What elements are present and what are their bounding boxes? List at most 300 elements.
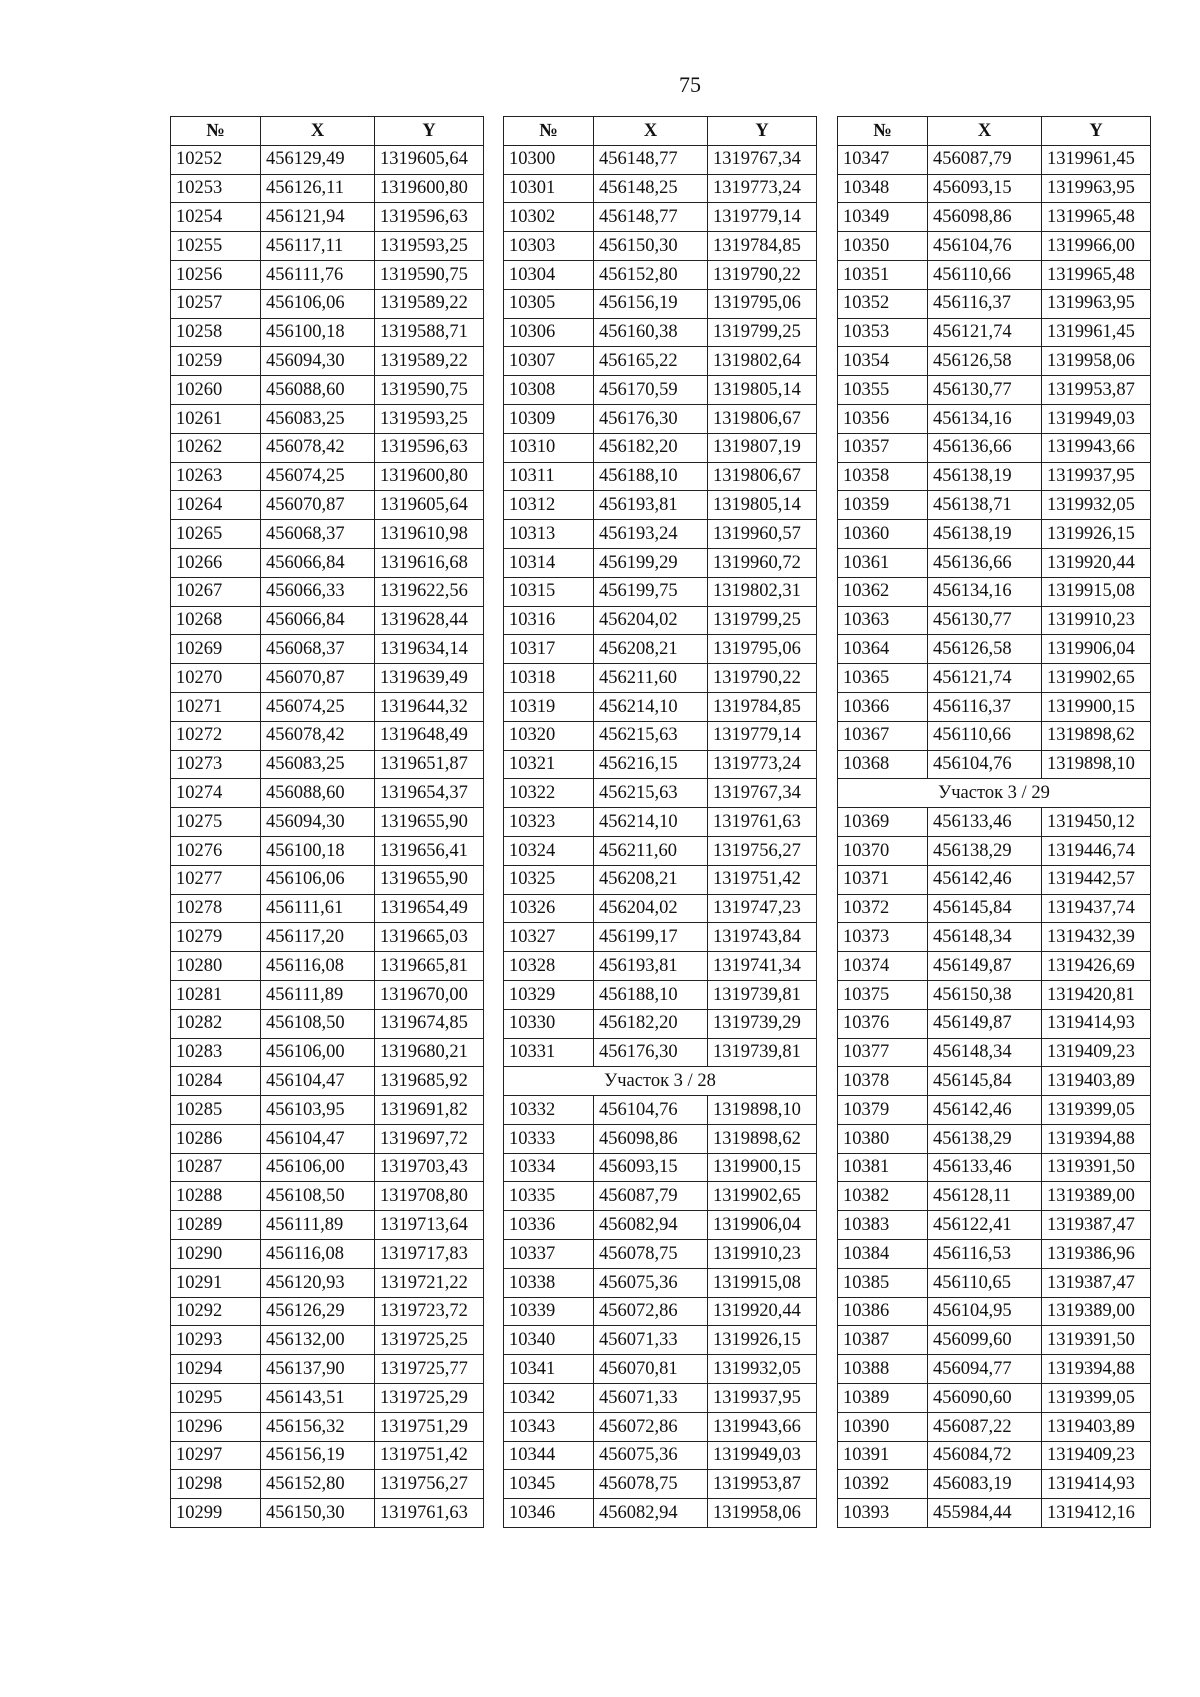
point-number-cell: 10386 [838,1297,928,1326]
header-y: Y [708,117,817,146]
x-coordinate-cell: 455984,44 [928,1499,1042,1528]
table-row [171,260,484,289]
table-row [838,606,1151,635]
table-row [171,836,484,865]
y-coordinate-cell: 1319963,95 [1042,289,1151,318]
y-coordinate-cell: 1319593,25 [375,404,484,433]
x-coordinate-cell: 456138,71 [928,491,1042,520]
point-number-cell: 10377 [838,1038,928,1067]
x-coordinate-cell: 456148,77 [594,145,708,174]
point-number-cell: 10259 [171,347,261,376]
x-coordinate-cell: 456117,11 [261,232,375,261]
x-coordinate-cell: 456121,74 [928,664,1042,693]
y-coordinate-cell: 1319674,85 [375,1009,484,1038]
point-number-cell: 10389 [838,1384,928,1413]
y-coordinate-cell: 1319943,66 [708,1412,817,1441]
table-row [838,260,1151,289]
y-coordinate-cell: 1319723,72 [375,1297,484,1326]
x-coordinate-cell: 456104,95 [928,1297,1042,1326]
x-coordinate-cell: 456094,30 [261,347,375,376]
table-row [838,404,1151,433]
point-number-cell: 10275 [171,808,261,837]
y-coordinate-cell: 1319900,15 [708,1153,817,1182]
y-coordinate-cell: 1319926,15 [708,1326,817,1355]
point-number-cell: 10340 [504,1326,594,1355]
table-row [504,606,817,635]
y-coordinate-cell: 1319389,00 [1042,1182,1151,1211]
x-coordinate-cell: 456152,80 [261,1470,375,1499]
y-coordinate-cell: 1319898,62 [708,1124,817,1153]
table-row [504,923,817,952]
point-number-cell: 10285 [171,1096,261,1125]
x-coordinate-cell: 456165,22 [594,347,708,376]
y-coordinate-cell: 1319654,49 [375,894,484,923]
header-number: № [504,117,594,146]
point-number-cell: 10345 [504,1470,594,1499]
table-row [171,1240,484,1269]
y-coordinate-cell: 1319600,80 [375,174,484,203]
table-row [171,692,484,721]
point-number-cell: 10313 [504,520,594,549]
y-coordinate-cell: 1319639,49 [375,664,484,693]
x-coordinate-cell: 456138,29 [928,836,1042,865]
y-coordinate-cell: 1319805,14 [708,491,817,520]
table-row [838,548,1151,577]
table-row [171,1441,484,1470]
x-coordinate-cell: 456104,47 [261,1124,375,1153]
table-row [838,376,1151,405]
x-coordinate-cell: 456066,33 [261,577,375,606]
y-coordinate-cell: 1319610,98 [375,520,484,549]
table-row [171,1124,484,1153]
x-coordinate-cell: 456106,06 [261,865,375,894]
table-row [171,1355,484,1384]
table-row [171,779,484,808]
point-number-cell: 10390 [838,1412,928,1441]
point-number-cell: 10368 [838,750,928,779]
point-number-cell: 10310 [504,433,594,462]
y-coordinate-cell: 1319751,29 [375,1412,484,1441]
table-row [504,952,817,981]
point-number-cell: 10325 [504,865,594,894]
table-row [838,347,1151,376]
x-coordinate-cell: 456126,29 [261,1297,375,1326]
point-number-cell: 10306 [504,318,594,347]
y-coordinate-cell: 1319387,47 [1042,1268,1151,1297]
x-coordinate-cell: 456136,66 [928,433,1042,462]
y-coordinate-cell: 1319403,89 [1042,1412,1151,1441]
point-number-cell: 10307 [504,347,594,376]
x-coordinate-cell: 456100,18 [261,318,375,347]
coordinates-table-1 [170,116,484,1528]
x-coordinate-cell: 456110,66 [928,721,1042,750]
table-row [838,1326,1151,1355]
table-row [838,1441,1151,1470]
point-number-cell: 10317 [504,635,594,664]
x-coordinate-cell: 456176,30 [594,1038,708,1067]
y-coordinate-cell: 1319589,22 [375,289,484,318]
x-coordinate-cell: 456136,66 [928,548,1042,577]
point-number-cell: 10347 [838,145,928,174]
x-coordinate-cell: 456094,30 [261,808,375,837]
table-row [171,952,484,981]
table-row [171,174,484,203]
x-coordinate-cell: 456133,46 [928,808,1042,837]
table-row [171,347,484,376]
y-coordinate-cell: 1319596,63 [375,433,484,462]
x-coordinate-cell: 456199,17 [594,923,708,952]
table-row [504,260,817,289]
point-number-cell: 10323 [504,808,594,837]
point-number-cell: 10280 [171,952,261,981]
x-coordinate-cell: 456082,94 [594,1211,708,1240]
point-number-cell: 10252 [171,145,261,174]
y-coordinate-cell: 1319966,00 [1042,232,1151,261]
y-coordinate-cell: 1319910,23 [708,1240,817,1269]
x-coordinate-cell: 456188,10 [594,462,708,491]
point-number-cell: 10356 [838,404,928,433]
y-coordinate-cell: 1319420,81 [1042,980,1151,1009]
point-number-cell: 10338 [504,1268,594,1297]
point-number-cell: 10254 [171,203,261,232]
point-number-cell: 10264 [171,491,261,520]
x-coordinate-cell: 456126,58 [928,347,1042,376]
table-row [504,1297,817,1326]
x-coordinate-cell: 456143,51 [261,1384,375,1413]
point-number-cell: 10316 [504,606,594,635]
y-coordinate-cell: 1319805,14 [708,376,817,405]
header-y: Y [375,117,484,146]
table-row [504,1355,817,1384]
point-number-cell: 10272 [171,721,261,750]
x-coordinate-cell: 456106,06 [261,289,375,318]
point-number-cell: 10293 [171,1326,261,1355]
point-number-cell: 10286 [171,1124,261,1153]
y-coordinate-cell: 1319725,25 [375,1326,484,1355]
y-coordinate-cell: 1319906,04 [1042,635,1151,664]
table-row [504,1384,817,1413]
point-number-cell: 10327 [504,923,594,952]
table-header-row [838,117,1151,146]
y-coordinate-cell: 1319414,93 [1042,1470,1151,1499]
table-row [504,635,817,664]
point-number-cell: 10284 [171,1067,261,1096]
table-row [504,1441,817,1470]
x-coordinate-cell: 456087,22 [928,1412,1042,1441]
point-number-cell: 10283 [171,1038,261,1067]
point-number-cell: 10391 [838,1441,928,1470]
x-coordinate-cell: 456150,30 [261,1499,375,1528]
x-coordinate-cell: 456083,25 [261,404,375,433]
point-number-cell: 10336 [504,1211,594,1240]
x-coordinate-cell: 456087,79 [928,145,1042,174]
y-coordinate-cell: 1319779,14 [708,203,817,232]
x-coordinate-cell: 456216,15 [594,750,708,779]
table-row [838,1384,1151,1413]
y-coordinate-cell: 1319387,47 [1042,1211,1151,1240]
table-row [171,404,484,433]
header-number: № [171,117,261,146]
point-number-cell: 10355 [838,376,928,405]
table-row [171,865,484,894]
x-coordinate-cell: 456078,75 [594,1470,708,1499]
x-coordinate-cell: 456142,46 [928,1096,1042,1125]
point-number-cell: 10352 [838,289,928,318]
table-row [838,1067,1151,1096]
x-coordinate-cell: 456120,93 [261,1268,375,1297]
table-row [838,1038,1151,1067]
point-number-cell: 10281 [171,980,261,1009]
y-coordinate-cell: 1319665,81 [375,952,484,981]
table-row [504,692,817,721]
x-coordinate-cell: 456075,36 [594,1268,708,1297]
y-coordinate-cell: 1319790,22 [708,260,817,289]
x-coordinate-cell: 456098,86 [928,203,1042,232]
y-coordinate-cell: 1319685,92 [375,1067,484,1096]
y-coordinate-cell: 1319756,27 [375,1470,484,1499]
table-row [838,1182,1151,1211]
point-number-cell: 10375 [838,980,928,1009]
table-row [171,548,484,577]
y-coordinate-cell: 1319394,88 [1042,1355,1151,1384]
y-coordinate-cell: 1319773,24 [708,174,817,203]
point-number-cell: 10263 [171,462,261,491]
table-row [171,577,484,606]
x-coordinate-cell: 456149,87 [928,1009,1042,1038]
point-number-cell: 10301 [504,174,594,203]
x-coordinate-cell: 456138,19 [928,520,1042,549]
y-coordinate-cell: 1319739,29 [708,1009,817,1038]
y-coordinate-cell: 1319386,96 [1042,1240,1151,1269]
point-number-cell: 10269 [171,635,261,664]
point-number-cell: 10339 [504,1297,594,1326]
x-coordinate-cell: 456083,19 [928,1470,1042,1499]
x-coordinate-cell: 456148,25 [594,174,708,203]
x-coordinate-cell: 456100,18 [261,836,375,865]
x-coordinate-cell: 456104,47 [261,1067,375,1096]
x-coordinate-cell: 456111,89 [261,980,375,1009]
x-coordinate-cell: 456084,72 [928,1441,1042,1470]
table-row [838,750,1151,779]
x-coordinate-cell: 456071,33 [594,1384,708,1413]
y-coordinate-cell: 1319713,64 [375,1211,484,1240]
point-number-cell: 10267 [171,577,261,606]
point-number-cell: 10350 [838,232,928,261]
table-row [171,1038,484,1067]
table-row [504,808,817,837]
x-coordinate-cell: 456068,37 [261,520,375,549]
point-number-cell: 10378 [838,1067,928,1096]
table-row [171,1268,484,1297]
x-coordinate-cell: 456083,25 [261,750,375,779]
y-coordinate-cell: 1319721,22 [375,1268,484,1297]
y-coordinate-cell: 1319779,14 [708,721,817,750]
point-number-cell: 10253 [171,174,261,203]
table-row [504,520,817,549]
point-number-cell: 10312 [504,491,594,520]
table-row [171,980,484,1009]
point-number-cell: 10376 [838,1009,928,1038]
x-coordinate-cell: 456204,02 [594,894,708,923]
x-coordinate-cell: 456211,60 [594,664,708,693]
y-coordinate-cell: 1319756,27 [708,836,817,865]
point-number-cell: 10354 [838,347,928,376]
y-coordinate-cell: 1319898,62 [1042,721,1151,750]
x-coordinate-cell: 456087,79 [594,1182,708,1211]
x-coordinate-cell: 456078,42 [261,433,375,462]
point-number-cell: 10358 [838,462,928,491]
y-coordinate-cell: 1319446,74 [1042,836,1151,865]
x-coordinate-cell: 456150,38 [928,980,1042,1009]
y-coordinate-cell: 1319437,74 [1042,894,1151,923]
y-coordinate-cell: 1319751,42 [375,1441,484,1470]
x-coordinate-cell: 456106,00 [261,1153,375,1182]
y-coordinate-cell: 1319795,06 [708,289,817,318]
y-coordinate-cell: 1319799,25 [708,318,817,347]
point-number-cell: 10291 [171,1268,261,1297]
table-row [171,635,484,664]
table-row [504,865,817,894]
point-number-cell: 10331 [504,1038,594,1067]
x-coordinate-cell: 456070,81 [594,1355,708,1384]
y-coordinate-cell: 1319391,50 [1042,1326,1151,1355]
table-row [838,1124,1151,1153]
header-x: X [594,117,708,146]
table-row [171,433,484,462]
table-row [504,433,817,462]
point-number-cell: 10370 [838,836,928,865]
x-coordinate-cell: 456148,34 [928,1038,1042,1067]
page-number: 75 [679,72,701,97]
y-coordinate-cell: 1319403,89 [1042,1067,1151,1096]
x-coordinate-cell: 456108,50 [261,1182,375,1211]
y-coordinate-cell: 1319906,04 [708,1211,817,1240]
x-coordinate-cell: 456108,50 [261,1009,375,1038]
y-coordinate-cell: 1319965,48 [1042,260,1151,289]
point-number-cell: 10361 [838,548,928,577]
x-coordinate-cell: 456182,20 [594,433,708,462]
x-coordinate-cell: 456170,59 [594,376,708,405]
table-row [171,1326,484,1355]
table-row [504,1470,817,1499]
table-row [171,808,484,837]
y-coordinate-cell: 1319414,93 [1042,1009,1151,1038]
table-row [504,376,817,405]
point-number-cell: 10255 [171,232,261,261]
table-row [838,145,1151,174]
y-coordinate-cell: 1319741,34 [708,952,817,981]
point-number-cell: 10309 [504,404,594,433]
point-number-cell: 10335 [504,1182,594,1211]
y-coordinate-cell: 1319960,57 [708,520,817,549]
point-number-cell: 10305 [504,289,594,318]
x-coordinate-cell: 456074,25 [261,692,375,721]
x-coordinate-cell: 456098,86 [594,1124,708,1153]
point-number-cell: 10278 [171,894,261,923]
point-number-cell: 10357 [838,433,928,462]
point-number-cell: 10294 [171,1355,261,1384]
y-coordinate-cell: 1319680,21 [375,1038,484,1067]
table-row [171,923,484,952]
point-number-cell: 10290 [171,1240,261,1269]
x-coordinate-cell: 456071,33 [594,1326,708,1355]
point-number-cell: 10363 [838,606,928,635]
y-coordinate-cell: 1319616,68 [375,548,484,577]
table-row [171,1211,484,1240]
x-coordinate-cell: 456111,61 [261,894,375,923]
section-row [504,1067,817,1096]
point-number-cell: 10385 [838,1268,928,1297]
table-row [838,1211,1151,1240]
table-row [171,1384,484,1413]
y-coordinate-cell: 1319743,84 [708,923,817,952]
section-title: Участок 3 / 29 [838,779,1151,808]
x-coordinate-cell: 456193,81 [594,952,708,981]
y-coordinate-cell: 1319943,66 [1042,433,1151,462]
y-coordinate-cell: 1319949,03 [708,1441,817,1470]
point-number-cell: 10318 [504,664,594,693]
x-coordinate-cell: 456176,30 [594,404,708,433]
point-number-cell: 10334 [504,1153,594,1182]
y-coordinate-cell: 1319739,81 [708,980,817,1009]
y-coordinate-cell: 1319409,23 [1042,1038,1151,1067]
x-coordinate-cell: 456093,15 [594,1153,708,1182]
y-coordinate-cell: 1319806,67 [708,462,817,491]
point-number-cell: 10330 [504,1009,594,1038]
table-row [504,1124,817,1153]
y-coordinate-cell: 1319900,15 [1042,692,1151,721]
point-number-cell: 10320 [504,721,594,750]
x-coordinate-cell: 456130,77 [928,606,1042,635]
point-number-cell: 10257 [171,289,261,318]
x-coordinate-cell: 456075,36 [594,1441,708,1470]
table-row [838,980,1151,1009]
point-number-cell: 10365 [838,664,928,693]
y-coordinate-cell: 1319409,23 [1042,1441,1151,1470]
table-row [504,1009,817,1038]
table-row [171,289,484,318]
y-coordinate-cell: 1319963,95 [1042,174,1151,203]
y-coordinate-cell: 1319958,06 [708,1499,817,1528]
table-row [838,865,1151,894]
y-coordinate-cell: 1319399,05 [1042,1384,1151,1413]
point-number-cell: 10311 [504,462,594,491]
y-coordinate-cell: 1319806,67 [708,404,817,433]
y-coordinate-cell: 1319784,85 [708,692,817,721]
y-coordinate-cell: 1319644,32 [375,692,484,721]
y-coordinate-cell: 1319902,65 [708,1182,817,1211]
y-coordinate-cell: 1319960,72 [708,548,817,577]
table-row [171,1499,484,1528]
point-number-cell: 10262 [171,433,261,462]
table-row [504,462,817,491]
y-coordinate-cell: 1319628,44 [375,606,484,635]
point-number-cell: 10369 [838,808,928,837]
x-coordinate-cell: 456214,10 [594,808,708,837]
y-coordinate-cell: 1319902,65 [1042,664,1151,693]
y-coordinate-cell: 1319634,14 [375,635,484,664]
x-coordinate-cell: 456193,81 [594,491,708,520]
point-number-cell: 10372 [838,894,928,923]
table-row [504,1268,817,1297]
table-row [504,1211,817,1240]
table-row [171,721,484,750]
table-row [504,1182,817,1211]
table-row [838,520,1151,549]
y-coordinate-cell: 1319790,22 [708,664,817,693]
coordinates-table-3 [837,116,1151,1528]
point-number-cell: 10344 [504,1441,594,1470]
